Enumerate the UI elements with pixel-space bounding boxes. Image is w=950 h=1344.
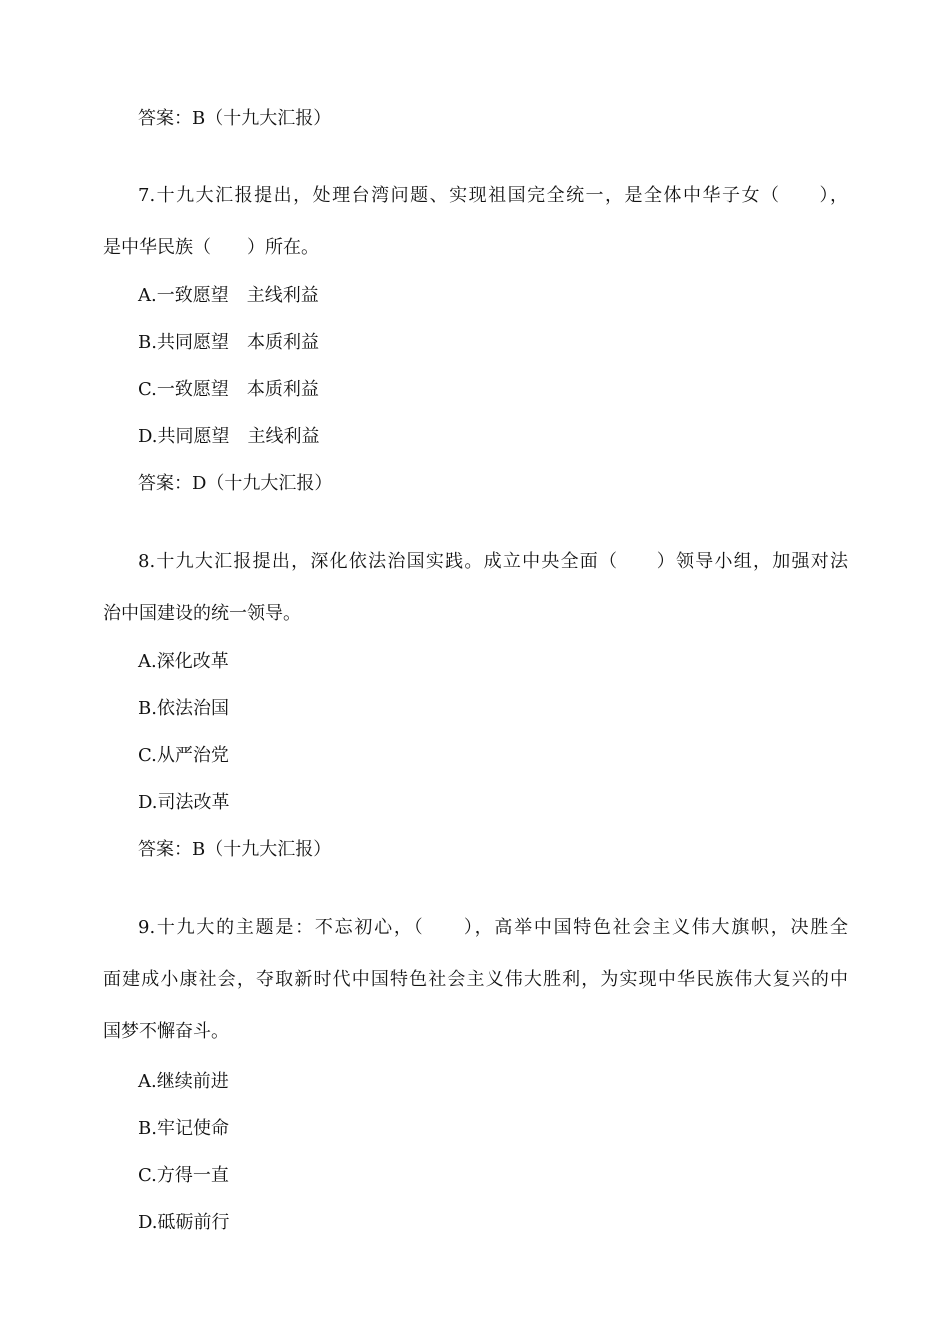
question-7-text-line1: 7.十九大汇报提出，处理台湾问题、实现祖国完全统一，是全体中华子女（ ）， (138, 185, 848, 206)
question-8-option-a: A.深化改革 (138, 651, 229, 672)
question-8-option-d: D.司法改革 (138, 792, 230, 813)
question-9-text-line3: 国梦不懈奋斗。 (103, 1021, 229, 1042)
answer-q6: 答案：B（十九大汇报） (138, 108, 332, 129)
question-7-option-b: B.共同愿望 本质利益 (138, 332, 319, 353)
question-7-option-d: D.共同愿望 主线利益 (138, 426, 320, 447)
question-8-option-c: C.从严治党 (138, 745, 229, 766)
question-8-option-b: B.依法治国 (138, 698, 229, 719)
answer-q8: 答案：B（十九大汇报） (138, 839, 332, 860)
question-9-option-a: A.继续前进 (138, 1071, 229, 1092)
question-9-text-line2: 面建成小康社会，夺取新时代中国特色社会主义伟大胜利，为实现中华民族伟大复兴的中 (103, 969, 848, 990)
question-9-option-d: D.砥砺前行 (138, 1212, 230, 1233)
question-8-text-line2: 治中国建设的统一领导。 (103, 603, 301, 624)
question-9-option-b: B.牢记使命 (138, 1118, 229, 1139)
answer-q7: 答案：D（十九大汇报） (138, 473, 333, 494)
question-9-option-c: C.方得一直 (138, 1165, 229, 1186)
question-7-option-a: A.一致愿望 主线利益 (138, 285, 319, 306)
question-8-text-line1: 8.十九大汇报提出，深化依法治国实践。成立中央全面（ ）领导小组，加强对法 (138, 551, 848, 572)
question-7-option-c: C.一致愿望 本质利益 (138, 379, 319, 400)
question-9-text-line1: 9.十九大的主题是：不忘初心，（ ），高举中国特色社会主义伟大旗帜，决胜全 (138, 917, 848, 938)
question-7-text-line2: 是中华民族（ ）所在。 (103, 237, 319, 258)
